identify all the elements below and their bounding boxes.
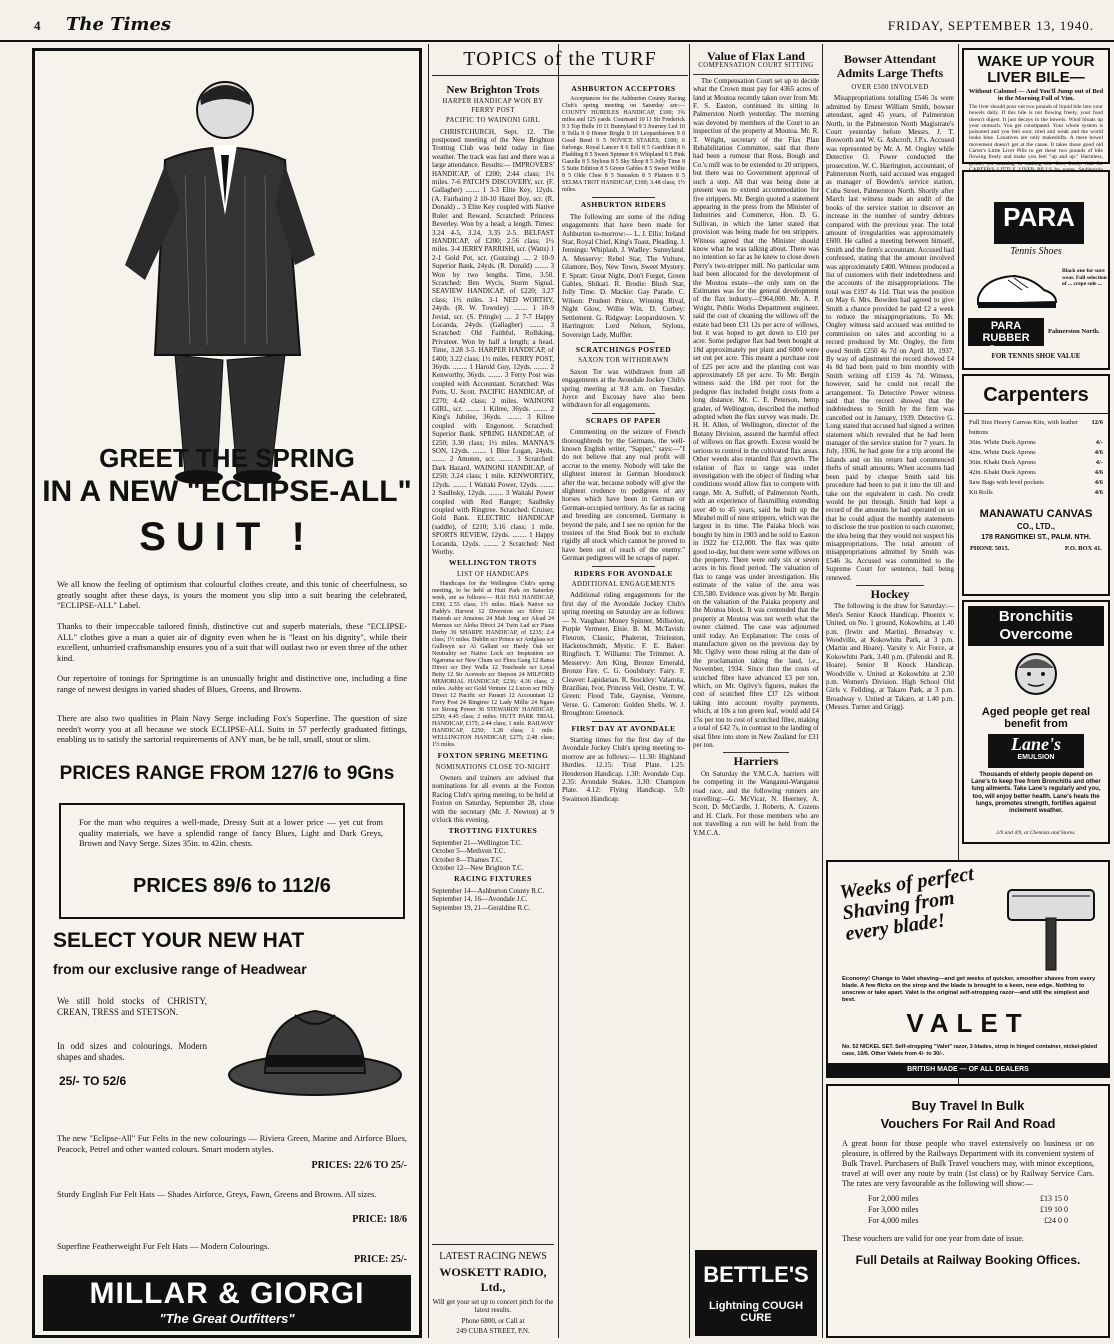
price-row [969, 488, 1103, 498]
lanes-logo [988, 734, 1084, 768]
manawatu-name: MANAWATU CANVAS [979, 508, 1093, 520]
ad-headline-2: IN A NEW "ECLIPSE-ALL" [42, 475, 412, 508]
ad-headline-3: SUIT ! [139, 515, 315, 559]
valet-razor-ad [826, 860, 1110, 1078]
bronchitis-banner [968, 606, 1104, 646]
scratchings-kicker: SAXON TOR WITHDRAWN [578, 357, 669, 365]
valet-set-text: No. 52 NICKEL SET. Self-stropping "Valet" razor, 3 blades, strop in hinged container, nickel-plated case, 10/6. Other Valets from 4/- to 30/-. [842, 1044, 1098, 1057]
scraps-heading: SCRAPS OF PAPER [586, 415, 661, 425]
felt-price: PRICES: 22/6 TO 25/- [311, 1160, 407, 1171]
item-price: 12/6 [1091, 419, 1103, 426]
scratchings-article: Saxon Tor was withdrawn from all engagements at the Avondale Jockey Club's spring meeting at 9.8 a.m. on Tuesday. Joyce and Excusay have also been withdrawn for all engagements. [562, 367, 685, 410]
avondale-riders-kicker: ADDITIONAL ENGAGEMENTS [571, 581, 676, 589]
manawatu-phone: PHONE 5015. [970, 545, 1010, 552]
divider [856, 585, 924, 586]
rate-price: £19 10 0 [1040, 1205, 1068, 1214]
item-price: 4/6 [1094, 489, 1103, 496]
divider [723, 752, 789, 753]
item-name: Full Size Heavy Canvas Kits, with leather buttons [969, 419, 1079, 436]
column-rule [822, 44, 823, 1338]
bettles-tagline: Lightning COUGH CURE [708, 1300, 804, 1324]
brighton-kicker: HARPER HANDICAP WON BY FERRY POST [442, 98, 544, 114]
item-name: Kit Rolls [969, 489, 993, 496]
item-name: 36in. White Duck Aprons [969, 439, 1036, 446]
trotting-fixture: October 5—Methven T.C. [432, 847, 506, 856]
para-brand: PARA [1003, 202, 1075, 232]
sturdy-text: Sturdy English Fur Felt Hats — Shades Airforce, Greys, Fawn, Greens and Browns. All sizes. [57, 1189, 377, 1199]
para-rubber-company: Company [988, 344, 1024, 353]
item-name: 36in. Khaki Duck Aprons [969, 459, 1036, 466]
elderly-man-illustration [978, 650, 1094, 702]
carpenters-title: Carpenters [964, 376, 1108, 414]
woskett-line-1: LATEST RACING NEWS [439, 1251, 547, 1262]
bowser-article: Misappropriations totalling £546 3s were admitted by Ernest William Smith, bowser attendant, aged 45 years, of Palmerston North, in the Palmerston North Magistrate's Court yesterday before Messrs. J. T. Bosworth and W. G. Ashcroft, J.P.s. Accused was represented by Mr. A. M. Ongley while Detective O. Power conducted the prosecution. W. C. Harrington, accountant, of Palmerston North, said accused was engaged as manager of Bowden's service station, Cuba Street, Palmerston North. Shortly after March last witness made an audit of the books of the service station to discover an increase in the number of sundry debtors compared with the previous year. The total amount of irregularities was approximately £600. He called a meeting between himself, Smith and the firm's accountant. Accused had confessed, stating that the amount involved was approximately £400. Witness produced a list of customers with their indebtedness and the accounts of the misappropriations. The total was £197 4s 11d. That was the position on May 6. Mrs. Bowden had agreed to give Smith a chance provided he paid £2 a week to reduce the misappropriations. To Mr. Ongley witness said accused was entitled to commission on sales and according to a record produced by Mr. Ongley, the firm owed Smith £250 4s 7d on April 18, 1937. By way of adjustment the record showed £4 4s 8d had been paid to him monthly with Smith writing off £159 4s 7d. Witness, however, said he could not recall the arrangement. To Detective Power witness said that the record showed that the indebtedness to Smith by the firm was cancelled out in January, 1939. Detective G. Long stated that accused had signed a written statement which revealed that he had been manager of the service station for 7 years. In July, 1936, he had gone for a trip around the Islands and on his return had commenced thefts of small amounts. When accounts had been paid by cheque Smith said his procedure had been to put it into the till and take out the equivalent in cash. No credit would be put through. Smith had kept a record of the amounts he had operated on so that he could adjust the monthly statements to disclose the true position to each customer, the idea being that they would not suspect his misappropriations. The total amount of misappropriations admitted by Smith was £546 3s. Accused was committed to the Supreme Court for sentence, bail being renewed. [826, 94, 954, 582]
manawatu-address: 178 RANGITIKEI ST., PALM. NTH. [981, 534, 1091, 541]
dateline: FRIDAY, SEPTEMBER 13, 1940. [887, 18, 1094, 33]
travel-title-2: Vouchers For Rail And Road [880, 1116, 1056, 1131]
harriers-article: On Saturday the Y.M.C.A. harriers will be competing in the Wanganui-Wanganui road race, and the following runners are travelling:—G. McVicar, N. Heerney, A. Scott, D. McCardle, J. Roberts, A. Cozens and H. Clark. For those members who are not travelling a run will be held from the Y.M.C.A. [693, 769, 819, 837]
item-name: 42in. White Duck Aprons [969, 449, 1036, 456]
lanes-brand-2: EMULSION [1017, 754, 1055, 761]
paper-name: The Times [66, 14, 172, 35]
valet-script-headline: Weeks of perfect Shaving from every blade! [838, 862, 976, 946]
racing-fixture: September 14, 16—Avondale J.C. [432, 895, 528, 904]
hat-stock-text: We still hold stocks of CHRISTY, CREAN, TRESS and STETSON. [57, 996, 207, 1017]
rate-label: For 2,000 miles [868, 1194, 919, 1203]
wellington-kicker: LIST OF HANDICAPS [456, 570, 529, 578]
woskett-address: 249 CUBA STREET, P.N. [456, 1327, 530, 1335]
hat-sizes-text: In odd sizes and colourings. Modern shapes and shades. [57, 1041, 207, 1062]
lanes-price: 2/9 and 4/9, at Chemists and Stores. [996, 830, 1076, 836]
felt-text: The new "Eclipse-All" Fur Felts in the new colourings — Riviera Green, Marine and Airforce Blues, Peacock, Petrel and other wanted colours. Smart modern styles. [57, 1133, 407, 1154]
para-tennis-shoes-ad [962, 170, 1110, 370]
bronchitis-title: Bronchitis Overcome [998, 608, 1074, 643]
rate-row [868, 1215, 1068, 1226]
price-row [969, 418, 1103, 438]
flax-article: The Compensation Court set up to decide what the Crown must pay for 4365 acres of land at Moutoa recently taken over from Mr. F. S. Easton, continued its sitting in Palmerston North yesterday. The morning was devoted by members of the Court to an inspection of the property at Moutoa. Mr. R. T. Wright, secretary of the Flax Plan Rehabilitation Committee, said that there had been a rumour that Ross, Bough and Co.'s mill was to be extended to 20 strippers, but there was no Government approval of such a step. All that was being done at present was to extend accommodation for five strippers. Mr. Bergin quoted a statement appearing in the press from the Minister of Industries and Commerce, Hon. D. G. Sullivan, in which the latter stated that provision was being made for ten strippers. Witness agreed that the Minister should know what he was talking about. There was no intention so far as he knew to close down Perry's two-stripper mill. No particular sum had been allocated for the development of the Moutoa estate—the only sum on the Estimates was for the general development of the flax industry—£964,000. Mr. A. P. Wright, Public Works Department engineer, said the cost of cleaning the willows off the estate had been £31 12s per acre of willows, but it was hoped to get down to £10 per acre. Some pedigree flax had been bought at 18d approximately per plant and 6000 were set out per acre. This meant a purchase cost of £25 per acre and the planting cost was approximately £8 per acre. To Mr. Bergin witness said the 18d per root for the pedigree flax included freight costs from a long distance. Mr. C. E. Peterson, hemp grader, of Wellington, described the method adopted when the flax survey was made. Dr. H. H. Allen, of Wellington, director of the Botany Division, assured the harmful effect of willows on flax growth. Excess would be serious to control in the cultivated flax areas. Other weeds also retarded flax growth. The relation of flax to range was under investigation with the object of finding what conditions would allow flax to compete with range. Mr. A. Suffell, of Palmerston North, with an experience of flaxmilling extending over 40 to 45 years, said he built up the Mirabel mill of nine strippers, which was the largest in its time. The Paiaka block was bought by him in 1903 and he sold to Easton in 1922 for £12,000. The flax was quite good to-day, but there were some willows on the property. There were only six or seven acres in his flood period. The valuation of flax to range was under investigation. His estimate of the value of the area was £35,580. Evidence was given by Mr. Bergin on the valuation of the Paiaka property and the Moutoa block. It was contended that the property at Moutoa was not worth what the owner claimed. The case was adjourned until today. An Explanation: The costs of manufacture given on the previous day by Mr. Ogilvy were those ruling at the date of the proclamation taking the land, i.e., November, 1934. Since then the costs of scutched fibre have advanced £3 per ton, which, on Mr. Ogilvy's figures, makes the cost of scutched fibre £37 12s without taking into account royalty payments, which, at 10s a ton green leaf, would add £4 15s per ton to cost of scutched fibre, making a total of £42 7s, in contrast to the landing of sisal fibre into store in New Zealand for £31 per ton. [693, 76, 819, 749]
hat-price: 25/- TO 52/6 [59, 1074, 127, 1088]
avondale-riders-heading: RIDERS FOR AVONDALE [574, 568, 673, 578]
para-rubber-logo [968, 318, 1044, 353]
ad-paragraph: Thanks to their impeccable tailored finish, distinctive cut and superb materials, these "ECLIPSE-ALL" clothes give a man a quiet air of dignity even when he is "least on his dignity", while their excellent, unhurried craftsmanship ensures you of a suit that will outlast two or even three of the other kind. [57, 621, 407, 663]
brighton-article: CHRISTCHURCH, Sept. 12. The postponed meeting of the New Brighton Trotting Club was held today in fine weather. The track was fast and there was a large attendance. Results:— IMPROVERS' HANDICAP, of £200; 2:44 class; 1½ miles. 7-6 PATCH'S DISCOVERY, scr. (F. Gallagher) ........ 1 3-3 Elite Key, 12yds. (A. Fairbairn) 2 10-10 Hazel Boy, scr. (R. Donald) .. 3 Elite Key coupled with Native Ruler and Reward. Scratched: Princess Beverley. Won by a head; a length. Times: 3.24 4-5, 3.24, 3.35 2-5. BELFAST HANDICAP, of £200; 2.56 class; 1½ miles. 3-4 JERRY PARRISH, scr. (Watts) 1 2-1 Gold Pot, scr. (Guzzing) .... 2 10-9 Superior Bank, 24yds. (R. Donald) ........ 3 Won by two lengths. Time, 3.50. Scratched: Ben Wycis, Storm Signal. SEAVIEW HANDICAP, of £220; 3.27 class; 1½ miles. 3-1 NED WORTHY, 24yds. (R. W. Townley) ........ 1 10-9 Jovial, scr. (S. Pringle) .... 2 7-7 Happy Locanda, 24yds. (Gallagher) ........ 3 Scratched: Old Faithful, Rollsking, Privateer. Won by half a length; a head. Time, 3.28 3-5. HARPER HANDICAP, of £400; 3.22 class; 1½ miles. FERRY POST, 36yds. ........ 1 Harold Guy, 12yds. ........ 2 Kenworthy, 36yds. ........ 3 Ferry Post was coupled with Accountant. Scratched: Was Potts, U. Scott. PACIFIC HANDICAP, of £270; 4.42 class; 2 miles. WAINONI GIRL, scr. ........ 1 Kilree, 36yds. ........ 2 King's Jubilee, 36yds. ........ 3 Kilree coupled with Engonoot. Scratched: Superior Bank. SPRING HANDICAP, of £250; 3.30 class; 1½ miles. MANNA'S SON, 12yds. ........ 1 Blue Logan, 24yds. ........ 2 Amoten, scr. ........ 3 Scratched: Dark Hazard. WAINONI HANDICAP, of £250; 3.24 class; 1 mile. KENWORTHY, 12yds. ........ 1 Waitaki Power, 12yds. ........ 2 Saulbsky, 12yds. ........ 3 Waitaki Power coupled with Red Ranger; Saulbsky coupled with Ringtree. Scratched: Cruiser, Gold Bank. ELECTRIC HANDICAP (saddle), of £210; 3.16 class; 1 mile. SPORTS REVIEW, 12yds. ........ 1 Happy Locanda, 12yds. ........ 2 Scratched: Ned Worthy. [432, 127, 554, 556]
first-day-heading: FIRST DAY AT AVONDALE [571, 723, 676, 733]
liver-subtitle: Without Calomel — And You'll Jump out of Bed in the Morning Full of Vim. [968, 88, 1104, 102]
first-day-article: Starting times for the first day of the Avondale Jockey Club's spring meeting to-morrow are as follows:— 11.30: Highland Hurdles. 12.15: Trial Plate. 1.25: Henderson Handicap. 1.30: Avondale Cup. 2.35: Avondale Stakes. 3.30: Champion Plate. 4.12: Flying Handicap. 5.0: Swainson Handicap. [562, 735, 685, 803]
para-badge [994, 202, 1084, 244]
divider [592, 342, 655, 343]
column-rule [428, 44, 429, 1338]
bettles-name: BETTLE'S [703, 1262, 809, 1287]
wellington-heading: WELLINGTON TROTS [449, 558, 537, 568]
bowser-title: Bowser Attendant Admits Large Thefts [836, 52, 944, 80]
price-row [969, 478, 1103, 488]
manawatu-contact [964, 541, 1108, 556]
foxton-article: Owners and trainers are advised that nominations for all events at the Foxton Racing Club's spring meeting, to be held at Foxton on Saturday, September 28, close with the secretary (Mr. J. Newton) at 9 o'clock this evening. [432, 773, 554, 824]
hat-subheadline: from our exclusive range of Headwear [53, 961, 307, 977]
hat-headline: SELECT YOUR NEW HAT [53, 929, 305, 952]
ashburton-article: Acceptances for the Ashburton County Racing Club's spring meeting on Saturday are:— COUNTY HURDLES HANDICAP, £100; 1¾ miles and 125 yards. Courtsard 10 11 Sir Frederick 9 3 Top Belle 10 11 Bunnyland 9 3 Journey Led 10 9 Tella 9 0 Honor Bright 9 10 Leopardstown 9 0 Good Bend 9 5 NOVICE STAKES, £100; 6 furlongs. Royal Lancer 8 6 Eell 8 5 Gardiliun 8 6 Pladding 8 5 Sweet Spinner 8 6 Whipland 8 5 Pink Gazelle 8 5 Stylous 8 5 Sky Shop 8 5 Jolly Time 8 5 Suite Edition 8 5 Green Gables 8 5 Sweet Willie 8 5 Olde Choe 8 5 Sunaskin 8 5 Plattern 8 5 SELMA TROT HANDICAP, £100; 3.48 class; 1½ miles. [562, 96, 685, 194]
ashburton-heading: ASHBURTON ACCEPTORS [571, 84, 676, 93]
racing-fixtures-heading: RACING FIXTURES [454, 874, 532, 884]
scratchings-heading: SCRATCHINGS POSTED [575, 344, 672, 354]
featherweight-text: Superfine Featherweight Fur Felt Hats — Modern Colourings. [57, 1241, 270, 1251]
hockey-article: The following is the draw for Saturday:— Men's Senior Knock Handicap. Phoenix v. United, on No. 1 ground, Kokowhitu, at 1.40 p.m. (Irwin and Martin). Broadway v. Woodville, at Kokowhitu Park, at 3 p.m. (Martin and Hoare). Varsity v. Air Force, at Kokowhitu Park, 3.40 p.m. (Palenski and R. Hoare). Senior B Knock Handicap. Woodville v. United at Kokowhitu at 2.30 p.m. Women's Division. High School Old Girls v. Feilding, at Takaro Park, at 3 p.m. Broadway v. United at Takaro, at 1.40 p.m. (Messrs. Turner and Grigg). [826, 602, 954, 712]
bowser-column [826, 48, 954, 858]
liver-body: The liver should pour out two pounds of liquid bile into your bowels daily. If this bile is not flowing freely, your food doesn't digest. It just decays in the bowels. Wind bloats up your stomach. You get constipated. Your whole system is poisoned and you feel sour, tired and weak and the world looks blue. Laxatives are only makeshifts. A mere bowel movement doesn't get at the cause. It takes those good old Carter's Little Liver Pills to get these two pounds of bile flowing freely and make you feel "up and up." Harmless, gentle, yet amazing in making bile flow freely. Ask for [969, 104, 1103, 167]
dressy-suit-price: PRICES 89/6 to 112/6 [133, 875, 331, 897]
manawatu-box: P.O. BOX 41. [1064, 545, 1102, 552]
woskett-radio-ad [432, 1244, 554, 1338]
bowser-kicker: OVER £500 INVOLVED [851, 84, 929, 91]
divider [592, 413, 655, 414]
travel-rates [828, 1189, 1108, 1230]
brighton-kicker-2: PACIFIC TO WAINONI GIRL [445, 117, 541, 125]
manawatu-co: CO., LTD., [1016, 522, 1056, 531]
woskett-name: WOSKETT RADIO, Ltd., [439, 1265, 547, 1294]
railway-travel-ad [826, 1084, 1110, 1338]
travel-body: A great boon for those people who travel extensively on business or on pleasure, is offered by the Railways Department with its convenient system of Bulk Travel. Purchasers of Bulk Travel vouchers may, with minor exceptions, travel at will over any route by train (1st class) or by Railway Service Cars. The rates are very favourable as the following will show:— [842, 1139, 1094, 1188]
item-name: 42in. Khaki Duck Aprons [969, 469, 1036, 476]
page-number: 4 [34, 18, 41, 33]
divider [592, 721, 655, 722]
scraps-article: Commenting on the seizure of French thoroughbreds by the Germans, the well-known English writer, "Sapper," says:—"I do not believe that any real profit will accrue to the enemy. Nobody will take the slightest interest in German bloodstock after the war, because nobody will give the slightest credence to pedigrees of any horses which have been in German or German-occupied territory. As far as racing and breeding are concerned, Germany is beyond the pale, and I see no option for the trustees of the Stud Book but to exclude rigidly all stock which cannot be proved to have been out of reach of the enemy." German pedigrees will be scraps of paper. [562, 428, 685, 563]
valet-footer: BRITISH MADE — OF ALL DEALERS [828, 1063, 1108, 1076]
razor-illustration [998, 870, 1104, 974]
turf-column-right [562, 82, 685, 1337]
dressy-suit-text: For the man who requires a well-made, Dressy Suit at a lower price — yet cut from quality materials, we have a splendid range of fancy Blues, Light and Dark Greys, Brown and Navy Serge. Sizes 35in. to 42in. chests. [79, 817, 383, 848]
travel-title-1: Buy Travel In Bulk [911, 1098, 1025, 1113]
flax-title: Value of Flax Land [707, 49, 805, 63]
price-range: PRICES RANGE FROM 127/6 to 9Gns [59, 763, 395, 784]
para-location: Palmerston North. [1048, 328, 1100, 335]
para-footer: FOR TENNIS SHOE VALUE [991, 352, 1081, 360]
millar-giorgi-logo [43, 1275, 411, 1331]
harriers-title: Harriers [733, 754, 779, 769]
manawatu-canvas-ad [962, 374, 1110, 596]
para-rubber-name: PARA RUBBER [982, 320, 1030, 344]
racing-fixture: September 19, 21—Geraldine R.C. [432, 903, 531, 912]
ad-paragraph: We all know the feeling of optimism that colourful clothes create, and this tonic of cheerfulness, so greatly sought after these days, is yours the moment you slip into a suit bearing the celebrated, "ECLIPSE-ALL" Label. [57, 579, 407, 610]
valet-body: Economy! Change to Valet shaving—and get weeks of quicker, smoother shaves from every blade. A few flicks on the strop and the blade is brought to a keen, new edge. Nothing to unscrew or take apart. Valet is the original self-stropping razor—and still the simplest and best. [842, 976, 1096, 1003]
featherweight-price: PRICE: 25/- [353, 1254, 407, 1265]
wellington-article: Handicaps for the Wellington Club's spring meeting, to be held at Hutt Park on Saturday week, are as follows:— HAI HAI HANDICAP, £300; 2.55 class; 1½ miles. Black Native scr Paddy's Harvest 12 Diversion scr Silver 12 Haierah scr Amaioss 24 Mah Jong scr Alcad 24 Mermos scr Aloba Direct 24 Twin Lad scr Pians Derby 36 SHARPE HANDICAP, of £235; 2.4 class; 1½ miles. Dublin scr Prince scr Ardglass scr Gulliwyn scr Al Gallant scr Hardy Oak scr Neutrality scr Native Lock scr Inspiration scr Ngaroma scr New Chum scr Flora Gang 12 Rama Direct scr Dey Walla 12 Toucheale scr Loyal Betty 12 Sir Acevedo scr Stepson 24 MILFORD MEMORIAL HANDICAP, £236; 4.36 class; 2 miles. Ashby scr Gold Venture 12 Lucon scr Hilly Direct 12 Pacific scr Parauri 12 Accountant 12 Ferry Post 24 Ringtree 12 Lady Millie 24 Ngaio scr Strong Power 36 STEWARDS' HANDICAP, £250; 4.45 class; 2 miles. HUTT PARK TRIAL HANDICAP, £175; 2.44 class; 1 mile. RAILWAY HANDICAP, £250; 3.28 class; 1 mile. WELLINGTON HANDICAP, £275; 2.48 class; 1½ miles. [432, 581, 554, 749]
divider [592, 197, 655, 198]
travel-footer: Full Details at Railway Booking Offices. [855, 1253, 1081, 1267]
rate-price: £13 15 0 [1040, 1194, 1068, 1203]
column-rule [558, 44, 559, 1338]
riders-article: The following are some of the riding engagements that have been made for Ashburton to-morrow:— L. J. Ellis: Ireland Star, Royal Chief, King's Toast, Pleading. J. Jennings: Whiplash. J. Wadley: Sunnyland. A. Messervy: Rebel Star, The Vulture, Glamore, Boy, New Town, Sweet Mystery. F. Spratt: Great Night, Don't Forget, Green Gables, Shikari. R. Brodie: Blush Star, Jolly Time. D. Mackie: Gay Parade. C. Wilson: Prudent Prince, Winning Rival, Night Glow, Willie Win. D. Corbey: Settlement. G. Ridgway: Leopardstown. V. Harrington: Lord Nelson, Stylous, Sovereign Lady, Muffler. [562, 212, 685, 339]
rate-price: £24 0 0 [1044, 1216, 1068, 1225]
dressy-suit-box [59, 803, 405, 919]
lanes-emulsion-ad [962, 600, 1110, 844]
item-price: 4/6 [1094, 479, 1103, 486]
price-row [969, 448, 1103, 458]
price-row [969, 438, 1103, 448]
lanes-brand: Lane's [1010, 734, 1061, 754]
logo-name: MILLAR & GIORGI [89, 1277, 365, 1310]
foxton-kicker: NOMINATIONS CLOSE TO-NIGHT [435, 763, 551, 771]
travel-note: These vouchers are valid for one year from date of issue. [842, 1234, 1024, 1243]
item-price: 4/- [1095, 459, 1103, 466]
lanes-body: Thousands of elderly people depend on Lane's to keep free from Bronchitis and other lung ailments. Take Lane's regularly and you, too, will enjoy better health. Lane's heals the lungs, promotes strength, fortifies against inclement weather. [971, 772, 1101, 815]
turf-title: TOPICS of the TURF [463, 48, 657, 70]
tennis-shoe-illustration [974, 264, 1060, 314]
turf-column-left [432, 82, 554, 1337]
ad-headline-1: GREET THE SPRING [99, 443, 355, 473]
racing-fixture: September 14—Ashburton County R.C. [432, 886, 545, 895]
item-price: 4/- [1095, 439, 1103, 446]
item-price: 4/6 [1094, 469, 1103, 476]
brighton-heading: New Brighton Trots [446, 84, 540, 96]
valet-brand: VALET [906, 1008, 1030, 1038]
rate-label: For 4,000 miles [868, 1216, 919, 1225]
price-row [969, 468, 1103, 478]
lanes-tagline: Aged people get real benefit from [981, 706, 1091, 730]
rate-label: For 3,000 miles [868, 1205, 919, 1214]
avondale-riders-article: Additional riding engagements for the first day of the Avondale Jockey Club's spring meeting on Saturday are as follows:— N. Vaughan: Money Spinner, Millsolon, Purple Vermeer, Elsie. B. M. McTavish: Fleuron, Classic, Phaleron, Trieleston, Hackenschmidt, Mystic. F. E. Baker: Ringfinch. T. Williams: The Trimmer. A. Messervy: Arn King, Bronze Emerald, Bronze Fire. C. G. Goulsbury: Fairy. F. Cleaver: Lapidarian. R. Stockley: Valamita, Braziliau, Ivor, Princess Veil, Oestre. T. W. Green: Flood Tide, Gaynise, Venture, Verse. G. Cameron: Golden Shells. W. J. Broughton: Greenock. [562, 591, 685, 718]
item-price: 4/6 [1094, 449, 1103, 456]
woskett-phone: Phone 6800, or Call at [461, 1317, 525, 1325]
logo-tagline: "The Great Outfitters" [159, 1311, 295, 1326]
trotting-fixture: October 8—Thames T.C. [432, 855, 503, 864]
woskett-line-3: Will get your set up to concert pitch for the latest results. [432, 1298, 554, 1314]
riders-heading: ASHBURTON RIDERS [580, 200, 667, 210]
carters-liver-pills-ad [962, 48, 1110, 167]
rate-row [868, 1193, 1068, 1204]
clothing-advertisement [32, 48, 422, 1338]
carpenters-price-list [964, 414, 1108, 502]
ad-paragraph: Our repertoire of tonings for Springtime is an unusually bright and distinctive one, including a fine range of newest designs in varied shades of Blues, Greens, and Browns. [57, 673, 407, 694]
flax-column [693, 48, 819, 1244]
turf-banner [432, 48, 688, 76]
divider [592, 566, 655, 567]
price-row [969, 458, 1103, 468]
trotting-fixture: October 12—New Brighton T.C. [432, 864, 524, 873]
item-name: Saw Bags with level pockets [969, 479, 1044, 486]
sturdy-price: PRICE: 18/6 [352, 1214, 407, 1225]
trotting-fixtures-heading: TROTTING FIXTURES [448, 826, 538, 836]
liver-title: WAKE UP YOUR LIVER BILE— [977, 53, 1095, 86]
column-rule [689, 44, 690, 1338]
masthead [0, 0, 1114, 42]
para-subtitle: Tennis Shoes [1010, 246, 1062, 257]
hockey-title: Hockey [870, 586, 910, 601]
foxton-heading: FOXTON SPRING MEETING [437, 751, 549, 761]
para-range-text: Black one for sure wear. Full selection of ... crepe sole ... [1062, 268, 1107, 287]
flax-kicker: COMPENSATION COURT SITTING [693, 62, 819, 74]
rate-row [868, 1204, 1068, 1215]
man-in-suit-illustration [95, 65, 325, 485]
trotting-fixture: September 21—Wellington T.C. [432, 838, 523, 847]
bettles-cough-cure-ad [695, 1250, 817, 1336]
ad-paragraph: There are also two qualities in Plain Navy Serge including Fox's Superfine. The question of size needn't worry you at all because we stock ECLIPSE-ALL Suits in 57 perfectly graduated fittings, enabling us to satisfy the sartorial requirements of ANY man, be he tall, small, stout or slim. [57, 713, 407, 744]
fedora-hat-illustration [225, 993, 405, 1103]
